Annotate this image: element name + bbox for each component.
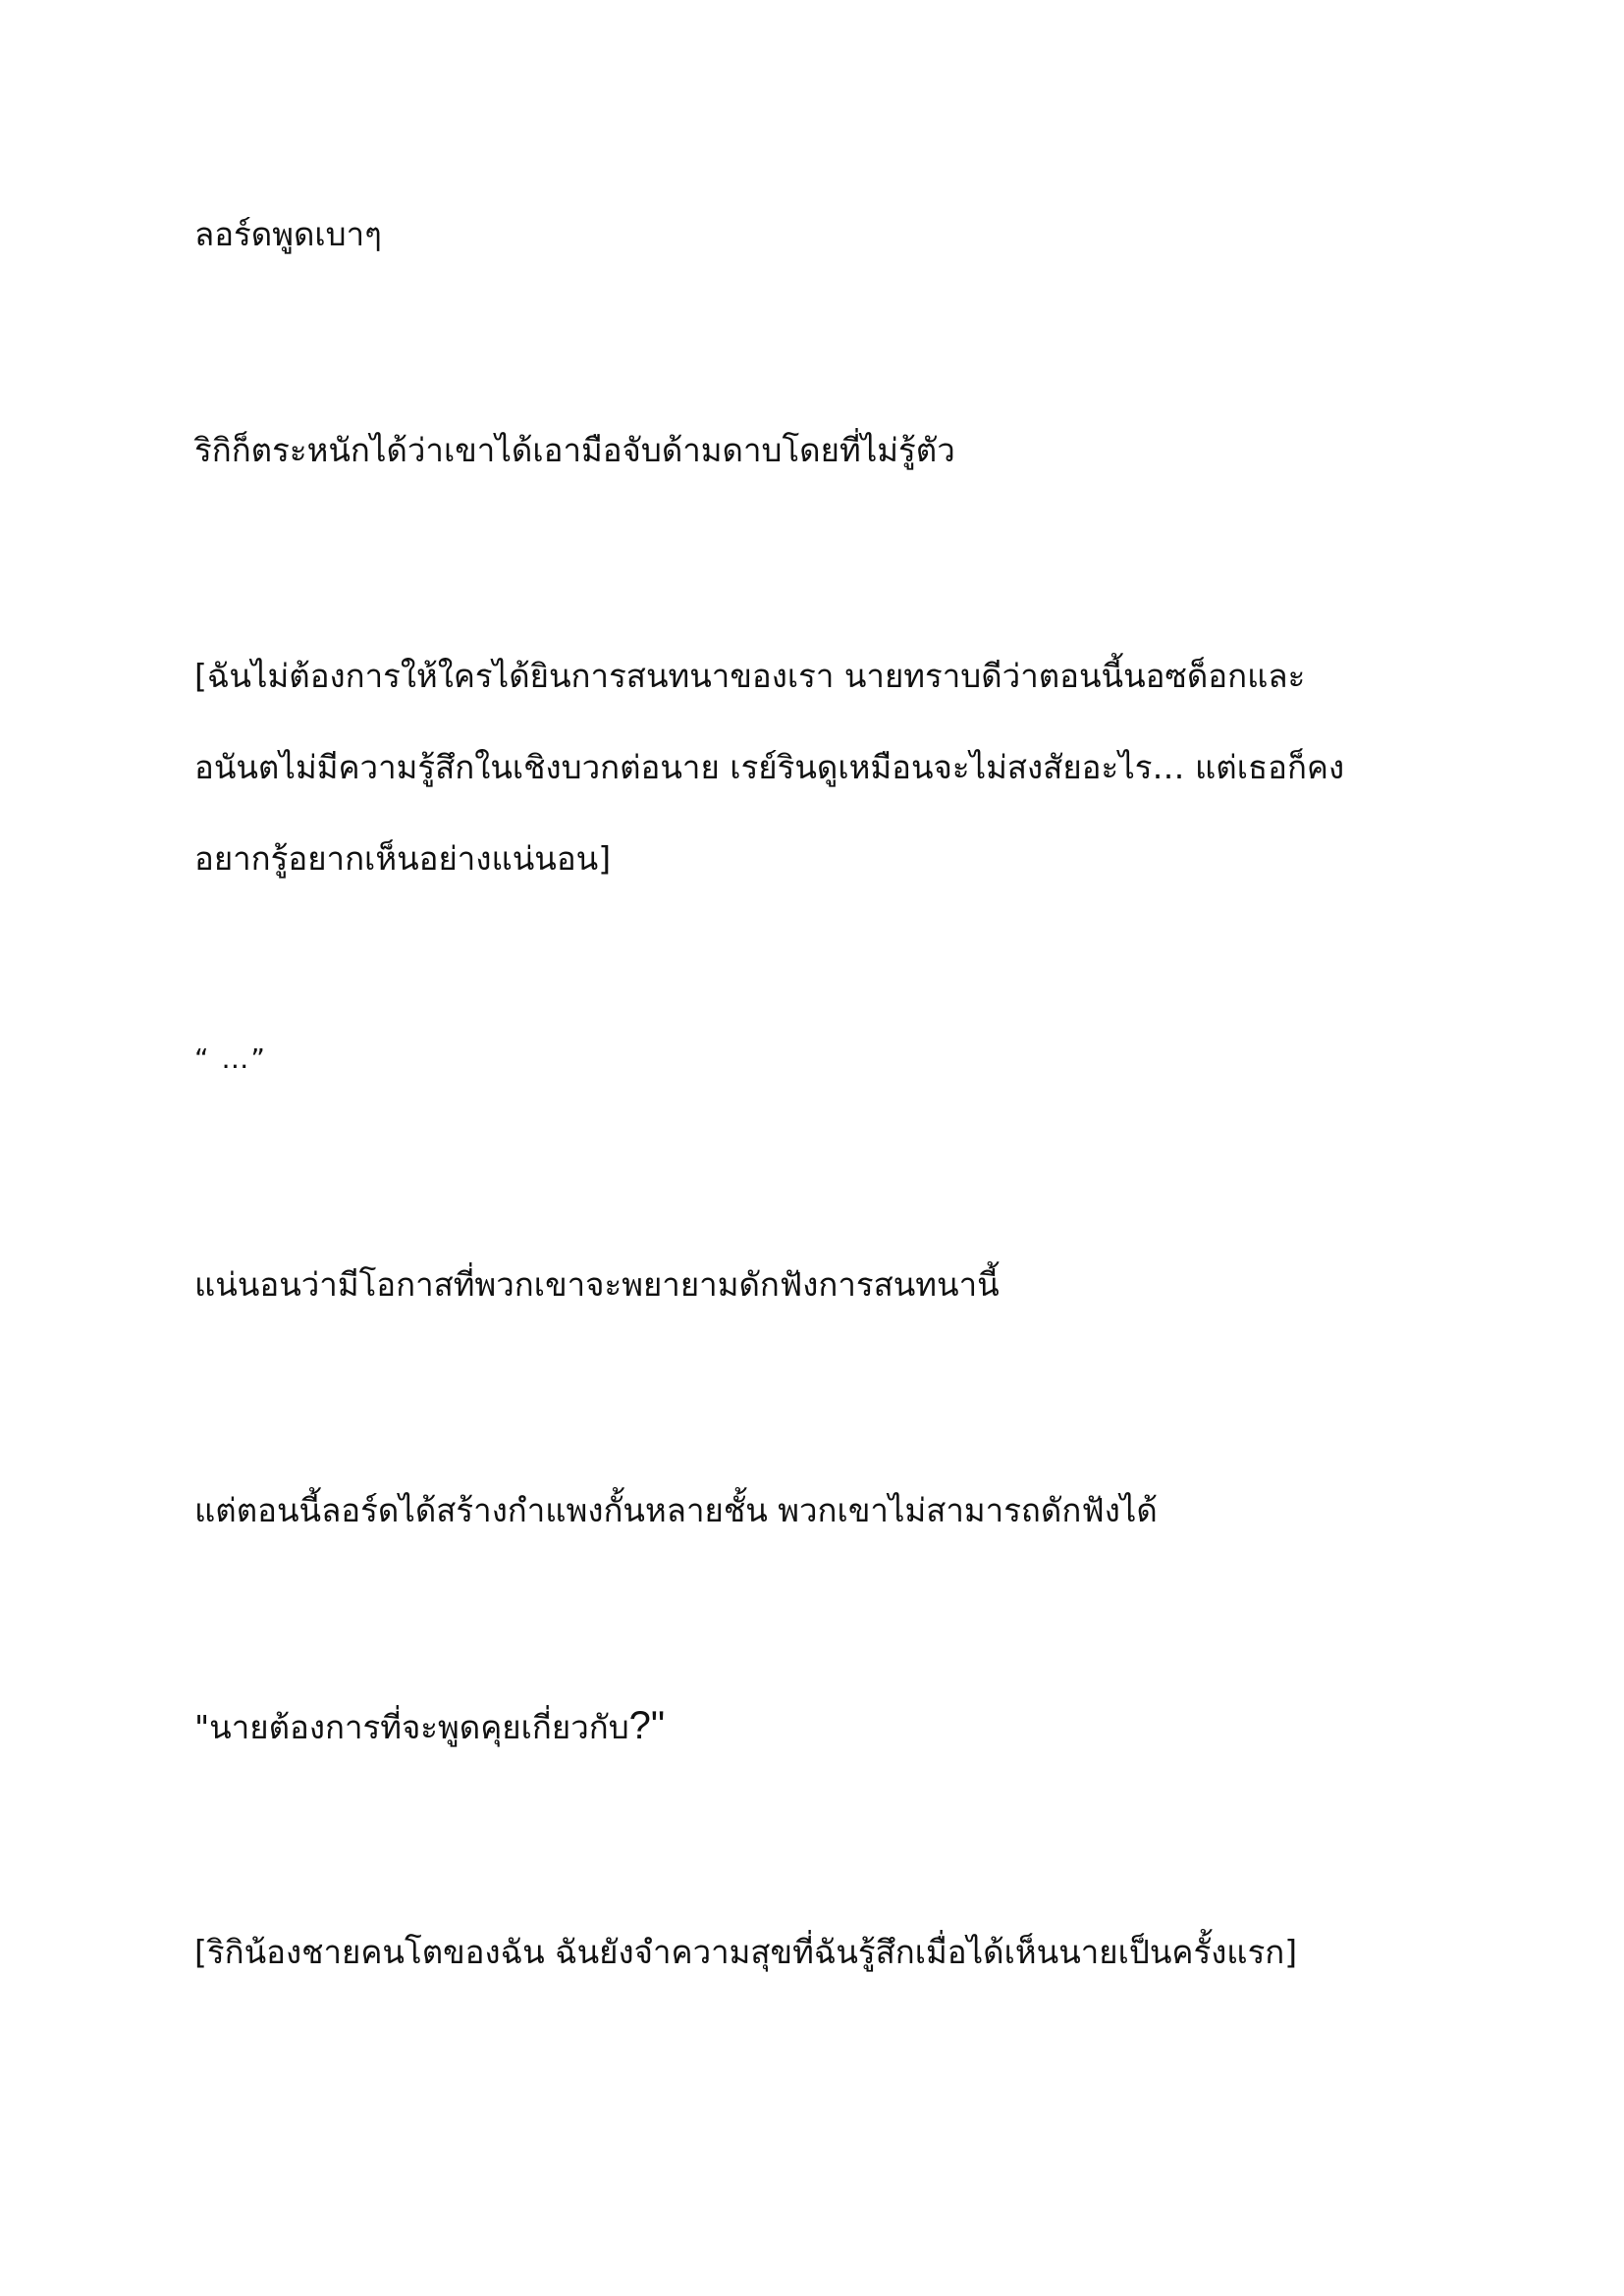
- paragraph-2: [194, 404, 1432, 496]
- paragraph-3: [194, 630, 1432, 904]
- paragraph-line: [ริกิน้องชายคนโตของฉัน ฉันยังจำความสุขที่ฉันรู้สึกเมื่อได้เห็นนายเป็นครั้งแรก]: [194, 1933, 1298, 1971]
- paragraph-1: [194, 188, 1432, 280]
- paragraph-line: แต่ตอนนี้ลอร์ดได้สร้างกำแพงกั้นหลายชั้น พวกเขาไม่สามารถดักฟังได้: [194, 1491, 1158, 1529]
- paragraph-line: [194, 1681, 1432, 1773]
- paragraph-line: ลอร์ดพูดเบาๆ: [194, 215, 382, 253]
- paragraph-4: [194, 1013, 1432, 1104]
- paragraph-line: แน่นอนว่ามีโอกาสที่พวกเขาจะพยายามดักฟังการสนทนานี้: [194, 1265, 1000, 1304]
- paragraph-6: [194, 1465, 1432, 1556]
- paragraph-line: “ …”: [194, 1042, 267, 1075]
- question-mark: ?": [628, 1704, 666, 1747]
- paragraph-line: ริกิก็ตระหนักได้ว่าเขาได้เอามือจับด้ามดาบโดยที่ไม่รู้ตัว: [194, 431, 955, 469]
- paragraph-5: [194, 1239, 1432, 1330]
- paragraph-7: [194, 1681, 1432, 1773]
- paragraph-line: อนันตไม่มีความรู้สึกในเชิงบวกต่อนาย เรย์รินดูเหมือนจะไม่สงสัยอะไร… แต่เธอก็คง: [194, 748, 1345, 786]
- paragraph-line: อยากรู้อยากเห็นอย่างแน่นอน]: [194, 839, 612, 878]
- paragraph-8: [194, 1906, 1432, 1998]
- paragraph-line: [ฉันไม่ต้องการให้ใครได้ยินการสนทนาของเรา นายทราบดีว่าตอนนี้นอซด็อกและ: [194, 657, 1306, 695]
- dialogue-text: "นายต้องการที่จะพูดคุยเกี่ยวกับ: [194, 1708, 629, 1746]
